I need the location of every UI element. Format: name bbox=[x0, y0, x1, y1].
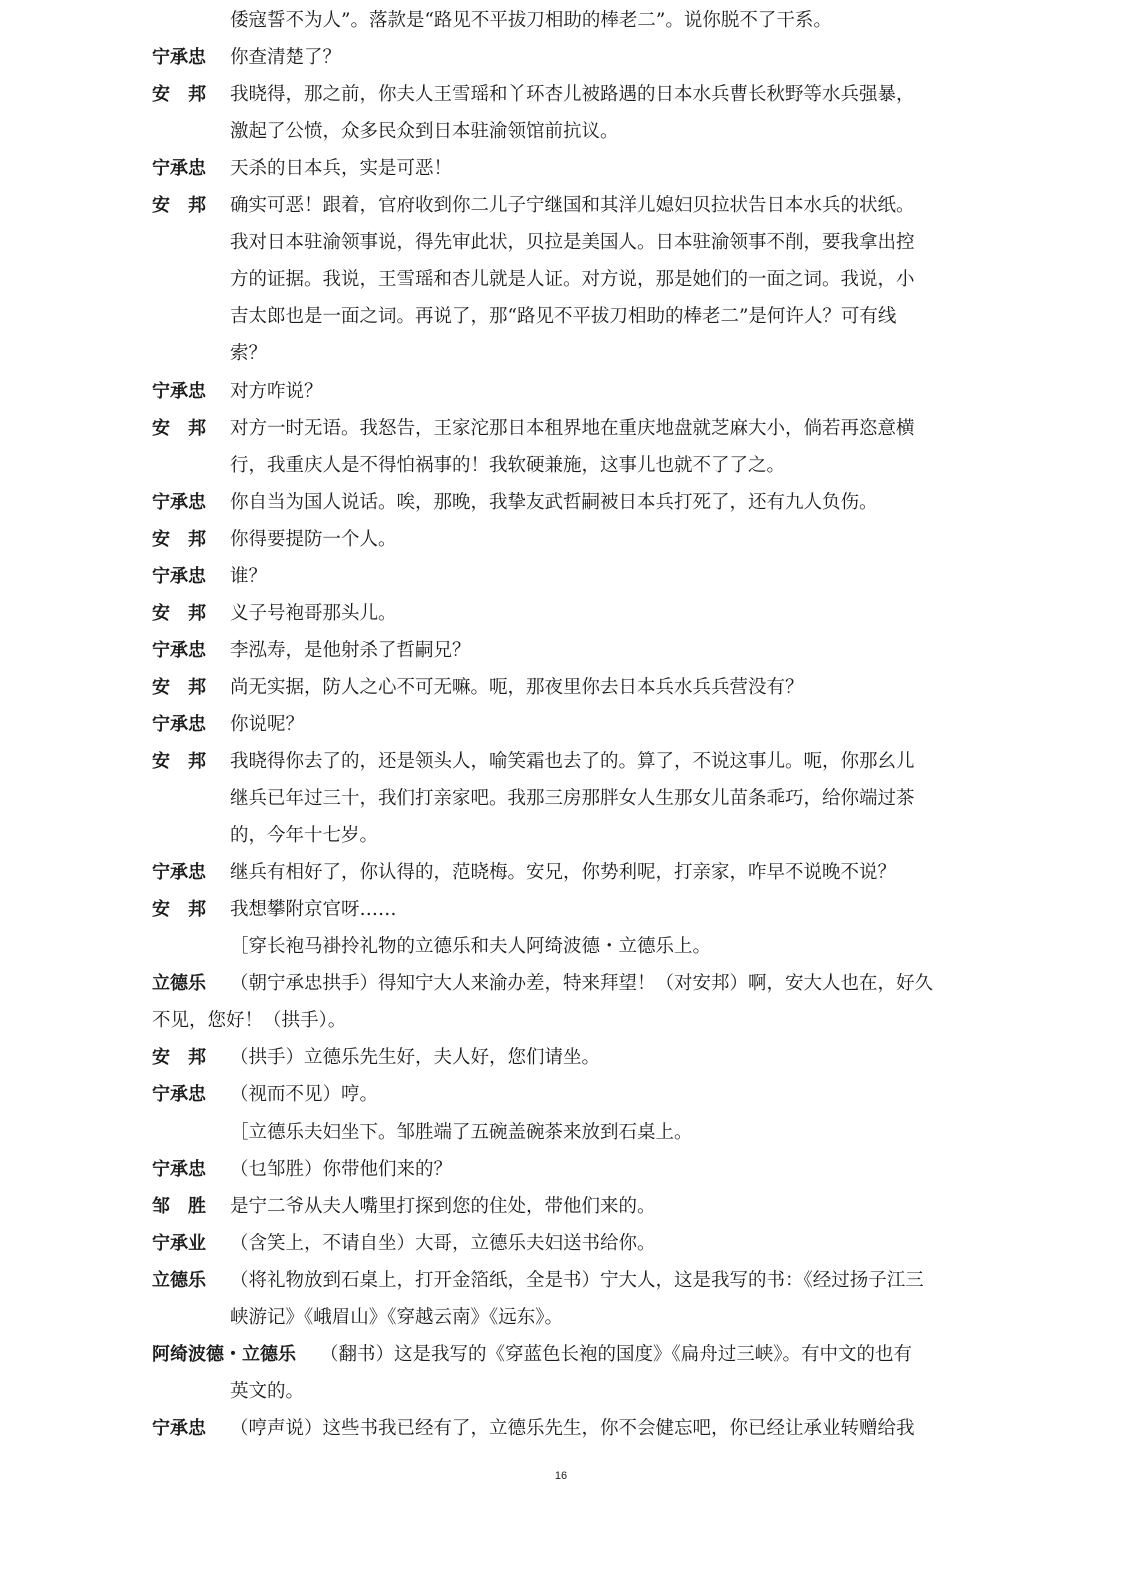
script-line bbox=[0, 1373, 1122, 1410]
line-text: 的，今年十七岁。 bbox=[230, 825, 379, 847]
line-text: ［穿长袍马褂拎礼物的立德乐和夫人阿绮波德・立德乐上。 bbox=[230, 936, 712, 958]
speaker-name: 宁承忠 bbox=[152, 862, 206, 884]
line-text: 我晓得你去了的，还是领头人，喻笑霜也去了的。算了，不说这事儿。呃，你那幺儿 bbox=[230, 751, 915, 772]
line-text: 我晓得，那之前，你夫人王雪瑶和丫环杏儿被路遇的日本水兵曹长秋野等水兵强暴， bbox=[230, 84, 915, 106]
script-line bbox=[0, 76, 1122, 113]
line-text: 继兵已年过三十，我们打亲家吧。我那三房那胖女人生那女儿苗条乖巧，给你端过茶 bbox=[230, 788, 915, 810]
line-text: （含笑上，不请自坐）大哥，立德乐夫妇送书给你。 bbox=[230, 1232, 656, 1254]
speaker-name: 宁承忠 bbox=[152, 47, 206, 69]
speaker-name: 宁承忠 bbox=[152, 565, 206, 587]
line-text: 谁？ bbox=[230, 565, 268, 587]
script-line bbox=[0, 1336, 1122, 1373]
script-line bbox=[0, 669, 1122, 706]
line-text: 对方咋说？ bbox=[230, 380, 323, 402]
line-text: 行，我重庆人是不得怕祸事的！我软硬兼施，这事儿也就不了了之。 bbox=[230, 454, 786, 476]
script-line bbox=[0, 187, 1122, 224]
line-text: 李泓寿，是他射杀了哲嗣兄？ bbox=[230, 639, 471, 661]
speaker-name: 宁承忠 bbox=[152, 491, 206, 513]
script-line bbox=[0, 1151, 1122, 1188]
script-line bbox=[0, 373, 1122, 410]
script-line bbox=[0, 1188, 1122, 1225]
line-text: 索？ bbox=[230, 343, 268, 365]
script-line bbox=[0, 1039, 1122, 1076]
line-text: 是宁二爷从夫人嘴里打探到您的住处，带他们来的。 bbox=[230, 1195, 656, 1217]
script-line bbox=[0, 2, 1122, 39]
script-line bbox=[0, 891, 1122, 928]
speaker-name: 宁承忠 bbox=[152, 1417, 206, 1439]
line-text: 我想攀附京官呀…… bbox=[230, 899, 397, 921]
script-line bbox=[0, 1002, 1122, 1039]
script-line bbox=[0, 928, 1122, 965]
line-text: 天杀的日本兵，实是可恶！ bbox=[230, 158, 453, 180]
line-text: ［立德乐夫妇坐下。邹胜端了五碗盖碗茶来放到石桌上。 bbox=[230, 1121, 693, 1143]
speaker-name: 安 邦 bbox=[152, 751, 206, 772]
script-line bbox=[0, 1114, 1122, 1151]
line-text: 我对日本驻渝领事说，得先审此状，贝拉是美国人。日本驻渝领事不削，要我拿出控 bbox=[230, 232, 915, 254]
script-line bbox=[0, 965, 1122, 1002]
line-text: （视而不见）哼。 bbox=[230, 1084, 379, 1106]
speaker-name: 安 邦 bbox=[152, 1047, 206, 1069]
script-line bbox=[0, 817, 1122, 854]
line-text: 你自当为国人说话。唉，那晚，我挚友武哲嗣被日本兵打死了，还有九人负伤。 bbox=[230, 491, 878, 513]
script-line bbox=[0, 521, 1122, 558]
line-text: 方的证据。我说，王雪瑶和杏儿就是人证。对方说，那是她们的一面之词。我说，小 bbox=[230, 269, 915, 291]
script-line bbox=[0, 1410, 1122, 1447]
speaker-name: 安 邦 bbox=[152, 195, 206, 217]
script-line bbox=[0, 595, 1122, 632]
script-line bbox=[0, 632, 1122, 669]
speaker-name: 宁承忠 bbox=[152, 713, 206, 735]
speaker-name: 宁承业 bbox=[152, 1232, 206, 1254]
line-text: （翻书）这是我写的《穿蓝色长袍的国度》《扁舟过三峡》。有中文的也有 bbox=[320, 1343, 913, 1365]
page-number: 16 bbox=[554, 1470, 568, 1482]
script-line bbox=[0, 1076, 1122, 1113]
script-line bbox=[0, 224, 1122, 261]
speaker-name: 安 邦 bbox=[152, 899, 206, 921]
speaker-name: 宁承忠 bbox=[152, 1158, 206, 1180]
speaker-name: 立德乐 bbox=[152, 1269, 206, 1291]
script-line bbox=[0, 854, 1122, 891]
script-line bbox=[0, 1225, 1122, 1262]
speaker-name: 邹 胜 bbox=[152, 1195, 206, 1217]
script-line bbox=[0, 447, 1122, 484]
speaker-name: 宁承忠 bbox=[152, 158, 206, 180]
line-text: 倭寇誓不为人”。落款是“路见不平拔刀相助的棒老二”。说你脱不了干系。 bbox=[230, 10, 832, 31]
speaker-name: 宁承忠 bbox=[152, 639, 206, 661]
line-text: （将礼物放到石桌上，打开金箔纸，全是书）宁大人，这是我写的书：《经过扬子江三 bbox=[230, 1269, 924, 1291]
script-line bbox=[0, 113, 1122, 150]
line-text: 义子号袍哥那头儿。 bbox=[230, 602, 397, 624]
line-text: 不见，您好！（拱手）。 bbox=[152, 1010, 347, 1032]
line-text: （朝宁承忠拱手）得知宁大人来渝办差，特来拜望！（对安邦）啊，安大人也在，好久 bbox=[230, 973, 934, 995]
line-text: 对方一时无语。我怒告，王家沱那日本租界地在重庆地盘就芝麻大小，倘若再恣意横 bbox=[230, 417, 915, 439]
script-line bbox=[0, 261, 1122, 298]
speaker-name: 宁承忠 bbox=[152, 1084, 206, 1106]
speaker-name: 安 邦 bbox=[152, 676, 206, 698]
script-line bbox=[0, 39, 1122, 76]
line-text: 确实可恶！跟着，官府收到你二儿子宁继国和其洋儿媳妇贝拉状告日本水兵的状纸。 bbox=[230, 195, 915, 217]
line-text: 激起了公愤，众多民众到日本驻渝领馆前抗议。 bbox=[230, 121, 619, 143]
line-text: 尚无实据，防人之心不可无嘛。呃，那夜里你去日本兵水兵兵营没有？ bbox=[230, 676, 804, 698]
script-line bbox=[0, 410, 1122, 447]
speaker-name: 宁承忠 bbox=[152, 380, 206, 402]
line-text: 你说呢？ bbox=[230, 713, 305, 735]
script-line bbox=[0, 335, 1122, 372]
line-text: 继兵有相好了，你认得的，范晓梅。安兄，你势利呢，打亲家，咋早不说晚不说？ bbox=[230, 862, 897, 884]
script-line bbox=[0, 1299, 1122, 1336]
line-text: 峡游记》《峨眉山》《穿越云南》《远东》。 bbox=[230, 1306, 564, 1328]
speaker-name: 安 邦 bbox=[152, 84, 206, 106]
line-text: 你查清楚了？ bbox=[230, 47, 342, 69]
speaker-name: 安 邦 bbox=[152, 417, 206, 439]
script-line bbox=[0, 484, 1122, 521]
speaker-name: 阿绮波德・立德乐 bbox=[152, 1343, 296, 1365]
script-line bbox=[0, 706, 1122, 743]
speaker-name: 安 邦 bbox=[152, 528, 206, 550]
script-line bbox=[0, 1262, 1122, 1299]
script-line bbox=[0, 780, 1122, 817]
line-text: （哼声说）这些书我已经有了，立德乐先生，你不会健忘吧，你已经让承业转赠给我 bbox=[230, 1417, 915, 1439]
speaker-name: 安 邦 bbox=[152, 602, 206, 624]
line-text: 你得要提防一个人。 bbox=[230, 528, 397, 550]
line-text: 吉太郎也是一面之词。再说了，那“路见不平拔刀相助的棒老二”是何许人？可有线 bbox=[230, 306, 897, 328]
line-text: 英文的。 bbox=[230, 1380, 305, 1402]
script-line bbox=[0, 150, 1122, 187]
script-line bbox=[0, 558, 1122, 595]
script-line bbox=[0, 743, 1122, 780]
speaker-name: 立德乐 bbox=[152, 973, 206, 995]
script-line bbox=[0, 298, 1122, 335]
line-text: （乜邹胜）你带他们来的？ bbox=[230, 1158, 453, 1180]
line-text: （拱手）立德乐先生好，夫人好，您们请坐。 bbox=[230, 1047, 601, 1069]
